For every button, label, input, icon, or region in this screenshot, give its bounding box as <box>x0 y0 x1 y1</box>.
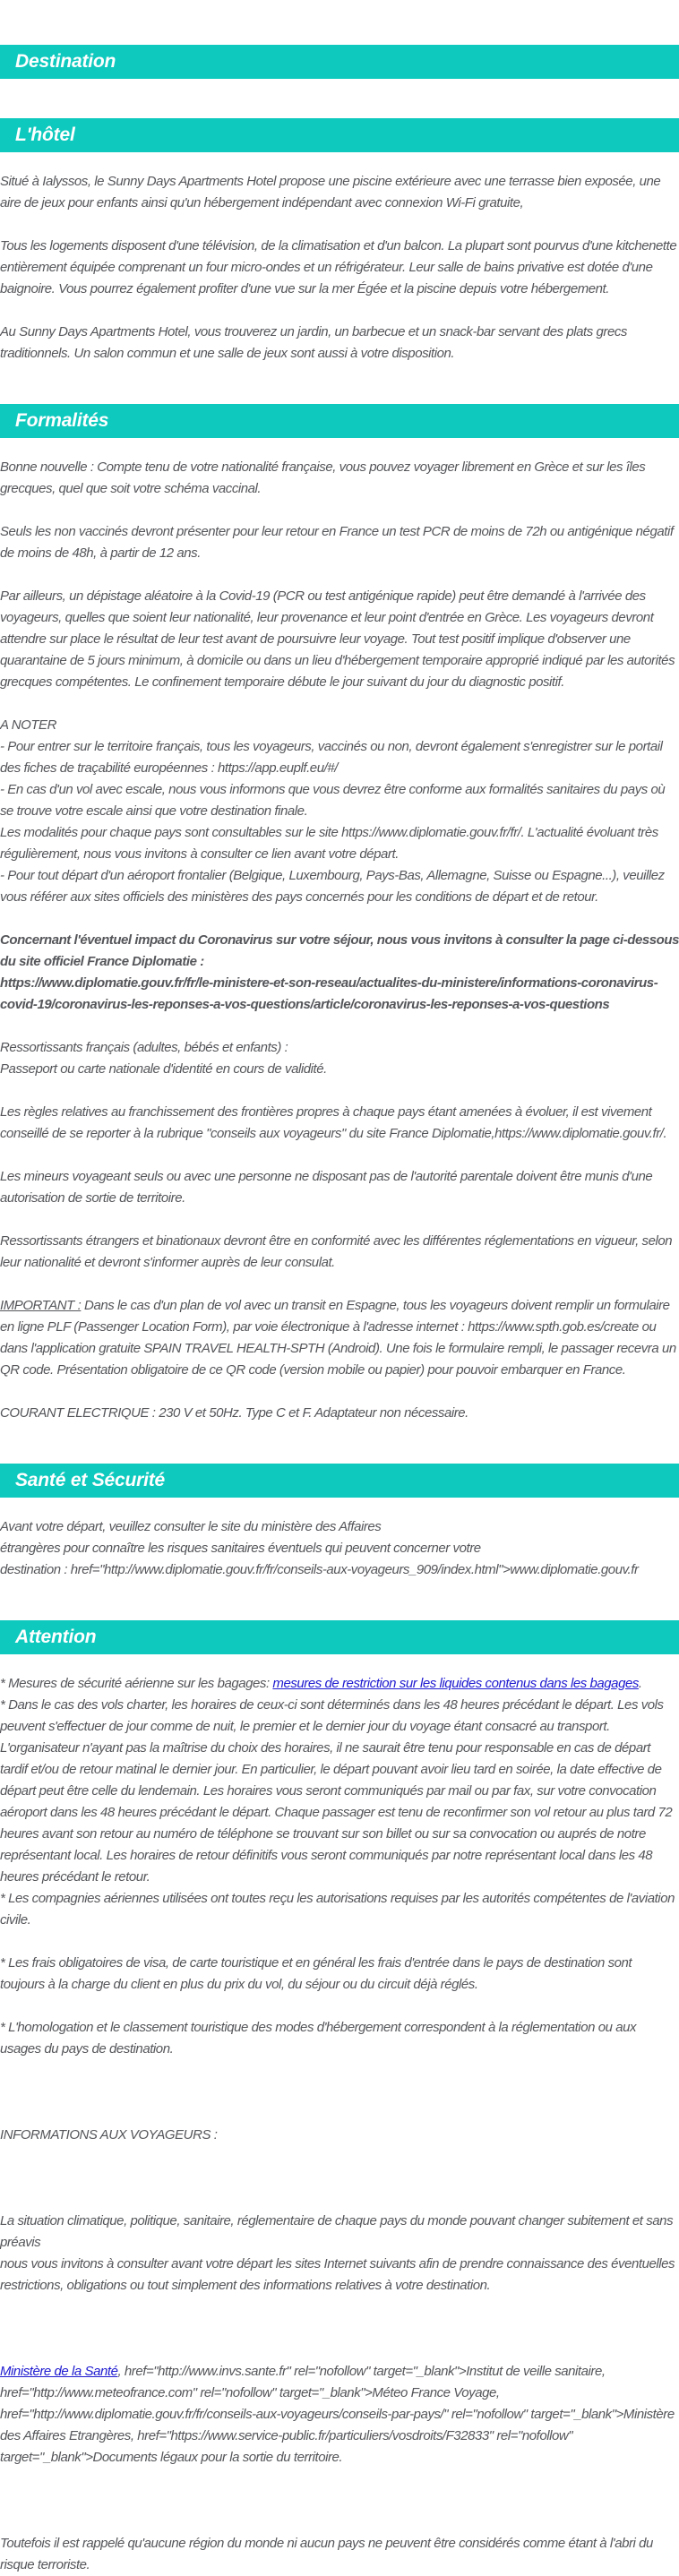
paragraph <box>0 1295 679 1381</box>
section-title-sante-securite: Santé et Sécurité <box>15 1470 165 1490</box>
paragraph <box>0 457 679 500</box>
text-run: Au Sunny Days Apartments Hotel, vous trouverez un jardin, un barbecue et un snack-bar servant des plats grecs traditionnels. Un salon commun et une salle de jeux sont aussi à votre disposition. <box>0 324 627 361</box>
section-header-attention <box>0 1620 679 1654</box>
section-title-formalites: Formalités <box>15 410 109 431</box>
text-run: IMPORTANT : <box>0 1298 82 1313</box>
text-run: https://www.diplomatie.gouv.fr/fr/le-ministere-et-son-reseau/actualites-du-ministere/informations-coronavirus-covid-19/coronavirus-les-reponses-a-vos-questions/article/coronavirus-les-reponses-a-vos-questions <box>0 975 658 1012</box>
paragraph <box>0 1166 679 1209</box>
section-header-formalites <box>0 404 679 438</box>
section-header-hotel <box>0 118 679 152</box>
paragraph <box>0 1953 679 1996</box>
text-run: Ressortissants étrangers et binationaux devront être en conformité avec les différentes réglementations en vigueur, selon leur nationalité et devront s'informer auprès de leur consulat. <box>0 1233 673 1270</box>
section-header-sante-securite <box>0 1464 679 1498</box>
section-title-attention: Attention <box>15 1627 97 1647</box>
text-run: , href="http://www.invs.sante.fr" rel="nofollow" target="_blank">Institut de veille sanitaire, href="http://www.meteofrance.com" rel="nofollow" target="_blank">Méteo France Voyage, href="http://www.diplomatie.gouv.fr/fr/conseils-aux-voyageurs/conseils-par-pays/" rel="nofollow" target="_blank">Ministère des Affaires Etrangères, href="https://www.service-public.fr/particuliers/vosdroits/F32833" rel="nofollow" target="_blank">Documents légaux pour la sortie du territoire. <box>0 2364 675 2465</box>
text-run: nous vous invitons à consulter avant votre départ les sites Internet suivants afin de prendre connaissance des éventuelles restrictions, obligations ou tout simplement des informations relatives à votre destination. <box>0 2256 675 2293</box>
text-run: * Les compagnies aériennes utilisées ont toutes reçu les autorisations requises par les autorités compétentes de l'aviation civile. <box>0 1891 675 1928</box>
paragraph <box>0 2125 679 2146</box>
text-run: - En cas d'un vol avec escale, nous vous informons que vous devrez être conforme aux formalités sanitaires du pays où se trouve votre escale ainsi que votre destination finale. <box>0 782 666 819</box>
text-run: * L'homologation et le classement touristique des modes d'hébergement correspondent à la réglementation ou aux usages du pays de destination. <box>0 2020 637 2057</box>
text-run: Ressortissants français (adultes, bébés et enfants) : <box>0 1040 288 1055</box>
text-run: Passeport ou carte nationale d'identité en cours de validité. <box>0 1061 327 1077</box>
paragraph <box>0 1102 679 1145</box>
text-run: Situé à Ialyssos, le Sunny Days Apartments Hotel propose une piscine extérieure avec une terrasse bien exposée, une aire de jeux pour enfants ainsi qu'un hébergement indépendant avec connexion Wi-Fi gratuite, <box>0 174 661 210</box>
text-run: Bonne nouvelle : Compte tenu de votre nationalité française, vous pouvez voyager librement en Grèce et sur les îles grecques, quel que soit votre schéma vaccinal. <box>0 459 646 496</box>
paragraph <box>0 2017 679 2060</box>
text-run: * Mesures de sécurité aérienne sur les bagages: <box>0 1676 273 1691</box>
paragraph <box>0 930 679 1016</box>
section-body-sante-securite <box>0 1498 679 1581</box>
paragraph <box>0 2211 679 2297</box>
text-run: Toutefois il est rappelé qu'aucune région du monde ni aucun pays ne peuvent être considérés comme étant à l'abri du risque terroriste. <box>0 2536 653 2572</box>
text-run: * Dans le cas des vols charter, les horaires de ceux-ci sont déterminés dans les 48 heures précédant le départ. Les vols peuvent s'effectuer de jour comme de nuit, le premier et le dernier jour du voyage étant consacré au transport. L'organisateur n'ayant pas la maîtrise du choix des horaires, il ne saurait être tenu pour responsable en cas de départ tardif et/ou de retour matinal le dernier jour. En particulier, le départ pouvant avoir lieu tard en soirée, la date effective de départ peut être celle du lendemain. Les horaires vous seront communiqués par mail ou par fax, sur votre convocation aéroport dans les 48 heures précédant le départ. Chaque passager est tenu de reconfirmer son vol retour au plus tard 72 heures avant son retour au numéro de téléphone se trouvant sur son billet ou sur sa convocation ou auprés de notre représentant local. Les horaires de retour définitifs vous seront communiqués par notre représentant local dans les 48 heures précédant le retour. <box>0 1697 673 1885</box>
text-run: COURANT ELECTRIQUE : 230 V et 50Hz. Type C et F. Adaptateur non nécessaire. <box>0 1405 468 1421</box>
section-header-destination <box>0 45 679 79</box>
text-run: A NOTER <box>0 717 56 733</box>
paragraph <box>0 1403 679 1424</box>
paragraph <box>0 322 679 365</box>
text-run: . <box>638 1676 642 1691</box>
text-run: Dans le cas d'un plan de vol avec un transit en Espagne, tous les voyageurs doivent remplir un formulaire en ligne PLF (Passenger Location Form), par voie électronique à l'adresse internet : https://www.spth.gob.es/create ou dans l'application gratuite SPAIN TRAVEL HEALTH-SPTH (Android). Une fois le formulaire rempli, le passager recevra un QR code. Présentation obligatoire de ce QR code (version mobile ou papier) pour pouvoir embarquer en France. <box>0 1298 676 1378</box>
text-run: Les règles relatives au franchissement des frontières propres à chaque pays étant amenées à évoluer, il est vivement conseillé de se reporter à la rubrique "conseils aux voyageurs" du site France Diplomatie,https://www.diplomatie.gouv.fr/. <box>0 1104 667 1141</box>
text-run: Par ailleurs, un dépistage aléatoire à la Covid-19 (PCR ou test antigénique rapide) peut être demandé à l'arrivée des voyageurs, quelles que soient leur nationalité, leur provenance et leur point d'entrée en Grèce. Les voyageurs devront attendre sur place le résultat de leur test avant de poursuivre leur voyage. Tout test positif implique d'observer une quarantaine de 5 jours minimum, à domicile ou dans un lieu d'hébergement temporaire approprié indiqué par les autorités grecques compétentes. Le confinement temporaire débute le jour suivant du jour du diagnostic positif. <box>0 588 675 690</box>
text-run: Concernant l'éventuel impact du Coronavirus sur votre séjour, nous vous invitons à consulter la page ci-dessous du site officiel France Diplomatie : <box>0 932 679 969</box>
paragraph <box>0 1673 679 1931</box>
ministere-de-la-sante-link[interactable]: Ministère de la Santé <box>0 2364 118 2379</box>
section-title-destination: Destination <box>15 51 116 72</box>
text-run: - Pour tout départ d'un aéroport frontalier (Belgique, Luxembourg, Pays-Bas, Allemagne, Suisse ou Espagne...), veuillez vous référer aux sites officiels des ministères des pays concernés pour les conditions de départ et de retour. <box>0 868 665 905</box>
section-body-hotel <box>0 152 679 365</box>
paragraph <box>0 2533 679 2576</box>
text-run: INFORMATIONS AUX VOYAGEURS : <box>0 2127 218 2142</box>
text-run: Tous les logements disposent d'une télévision, de la climatisation et d'un balcon. La plupart sont pourvus d'une kitchenette entièrement équipée comprenant un four micro-ondes et un réfrigérateur. Leur salle de bains privative est dotée d'une baignoire. Vous pourrez également profiter d'une vue sur la mer Égée et la piscine depuis votre hébergement. <box>0 238 677 296</box>
section-body-attention <box>0 1654 679 2576</box>
paragraph <box>0 715 679 908</box>
paragraph <box>0 171 679 214</box>
paragraph <box>0 586 679 693</box>
text-run: Avant votre départ, veuillez consulter le site du ministère des Affaires <box>0 1519 382 1534</box>
paragraph <box>0 236 679 300</box>
text-run: étrangères pour connaître les risques sanitaires éventuels qui peuvent concerner votre <box>0 1541 481 1556</box>
text-run: destination : href="http://www.diplomatie.gouv.fr/fr/conseils-aux-voyageurs_909/index.html">www.diplomatie.gouv.fr <box>0 1562 639 1577</box>
paragraph <box>0 1037 679 1080</box>
text-run: - Pour entrer sur le territoire français, tous les voyageurs, vaccinés ou non, devront également s'enregistrer sur le portail des fiches de traçabilité européennes : https://app.euplf.eu/#/ <box>0 739 663 776</box>
text-run: Seuls les non vaccinés devront présenter pour leur retour en France un test PCR de moins de 72h ou antigénique négatif de moins de 48h, à partir de 12 ans. <box>0 524 674 561</box>
text-run: * Les frais obligatoires de visa, de carte touristique et en général les frais d'entrée dans le pays de destination sont toujours à la charge du client en plus du prix du vol, du séjour ou du circuit déjà réglés. <box>0 1955 632 1992</box>
text-run: La situation climatique, politique, sanitaire, réglementaire de chaque pays du monde pouvant changer subitement et sans préavis <box>0 2213 674 2250</box>
text-run: Les mineurs voyageant seuls ou avec une personne ne disposant pas de l'autorité parentale doivent être munis d'une autorisation de sortie de territoire. <box>0 1169 653 1206</box>
paragraph <box>0 521 679 564</box>
text-run: Les modalités pour chaque pays sont consultables sur le site https://www.diplomatie.gouv.fr/fr/. L'actualité évoluant très régulièrement, nous vous invitons à consulter ce lien avant votre départ. <box>0 825 658 862</box>
paragraph <box>0 1231 679 1274</box>
section-body-formalites <box>0 438 679 1424</box>
paragraph <box>0 1516 679 1581</box>
section-title-hotel: L'hôtel <box>15 125 75 145</box>
liquides-restriction-link[interactable]: mesures de restriction sur les liquides contenus dans les bagages <box>272 1676 639 1691</box>
paragraph <box>0 2361 679 2469</box>
